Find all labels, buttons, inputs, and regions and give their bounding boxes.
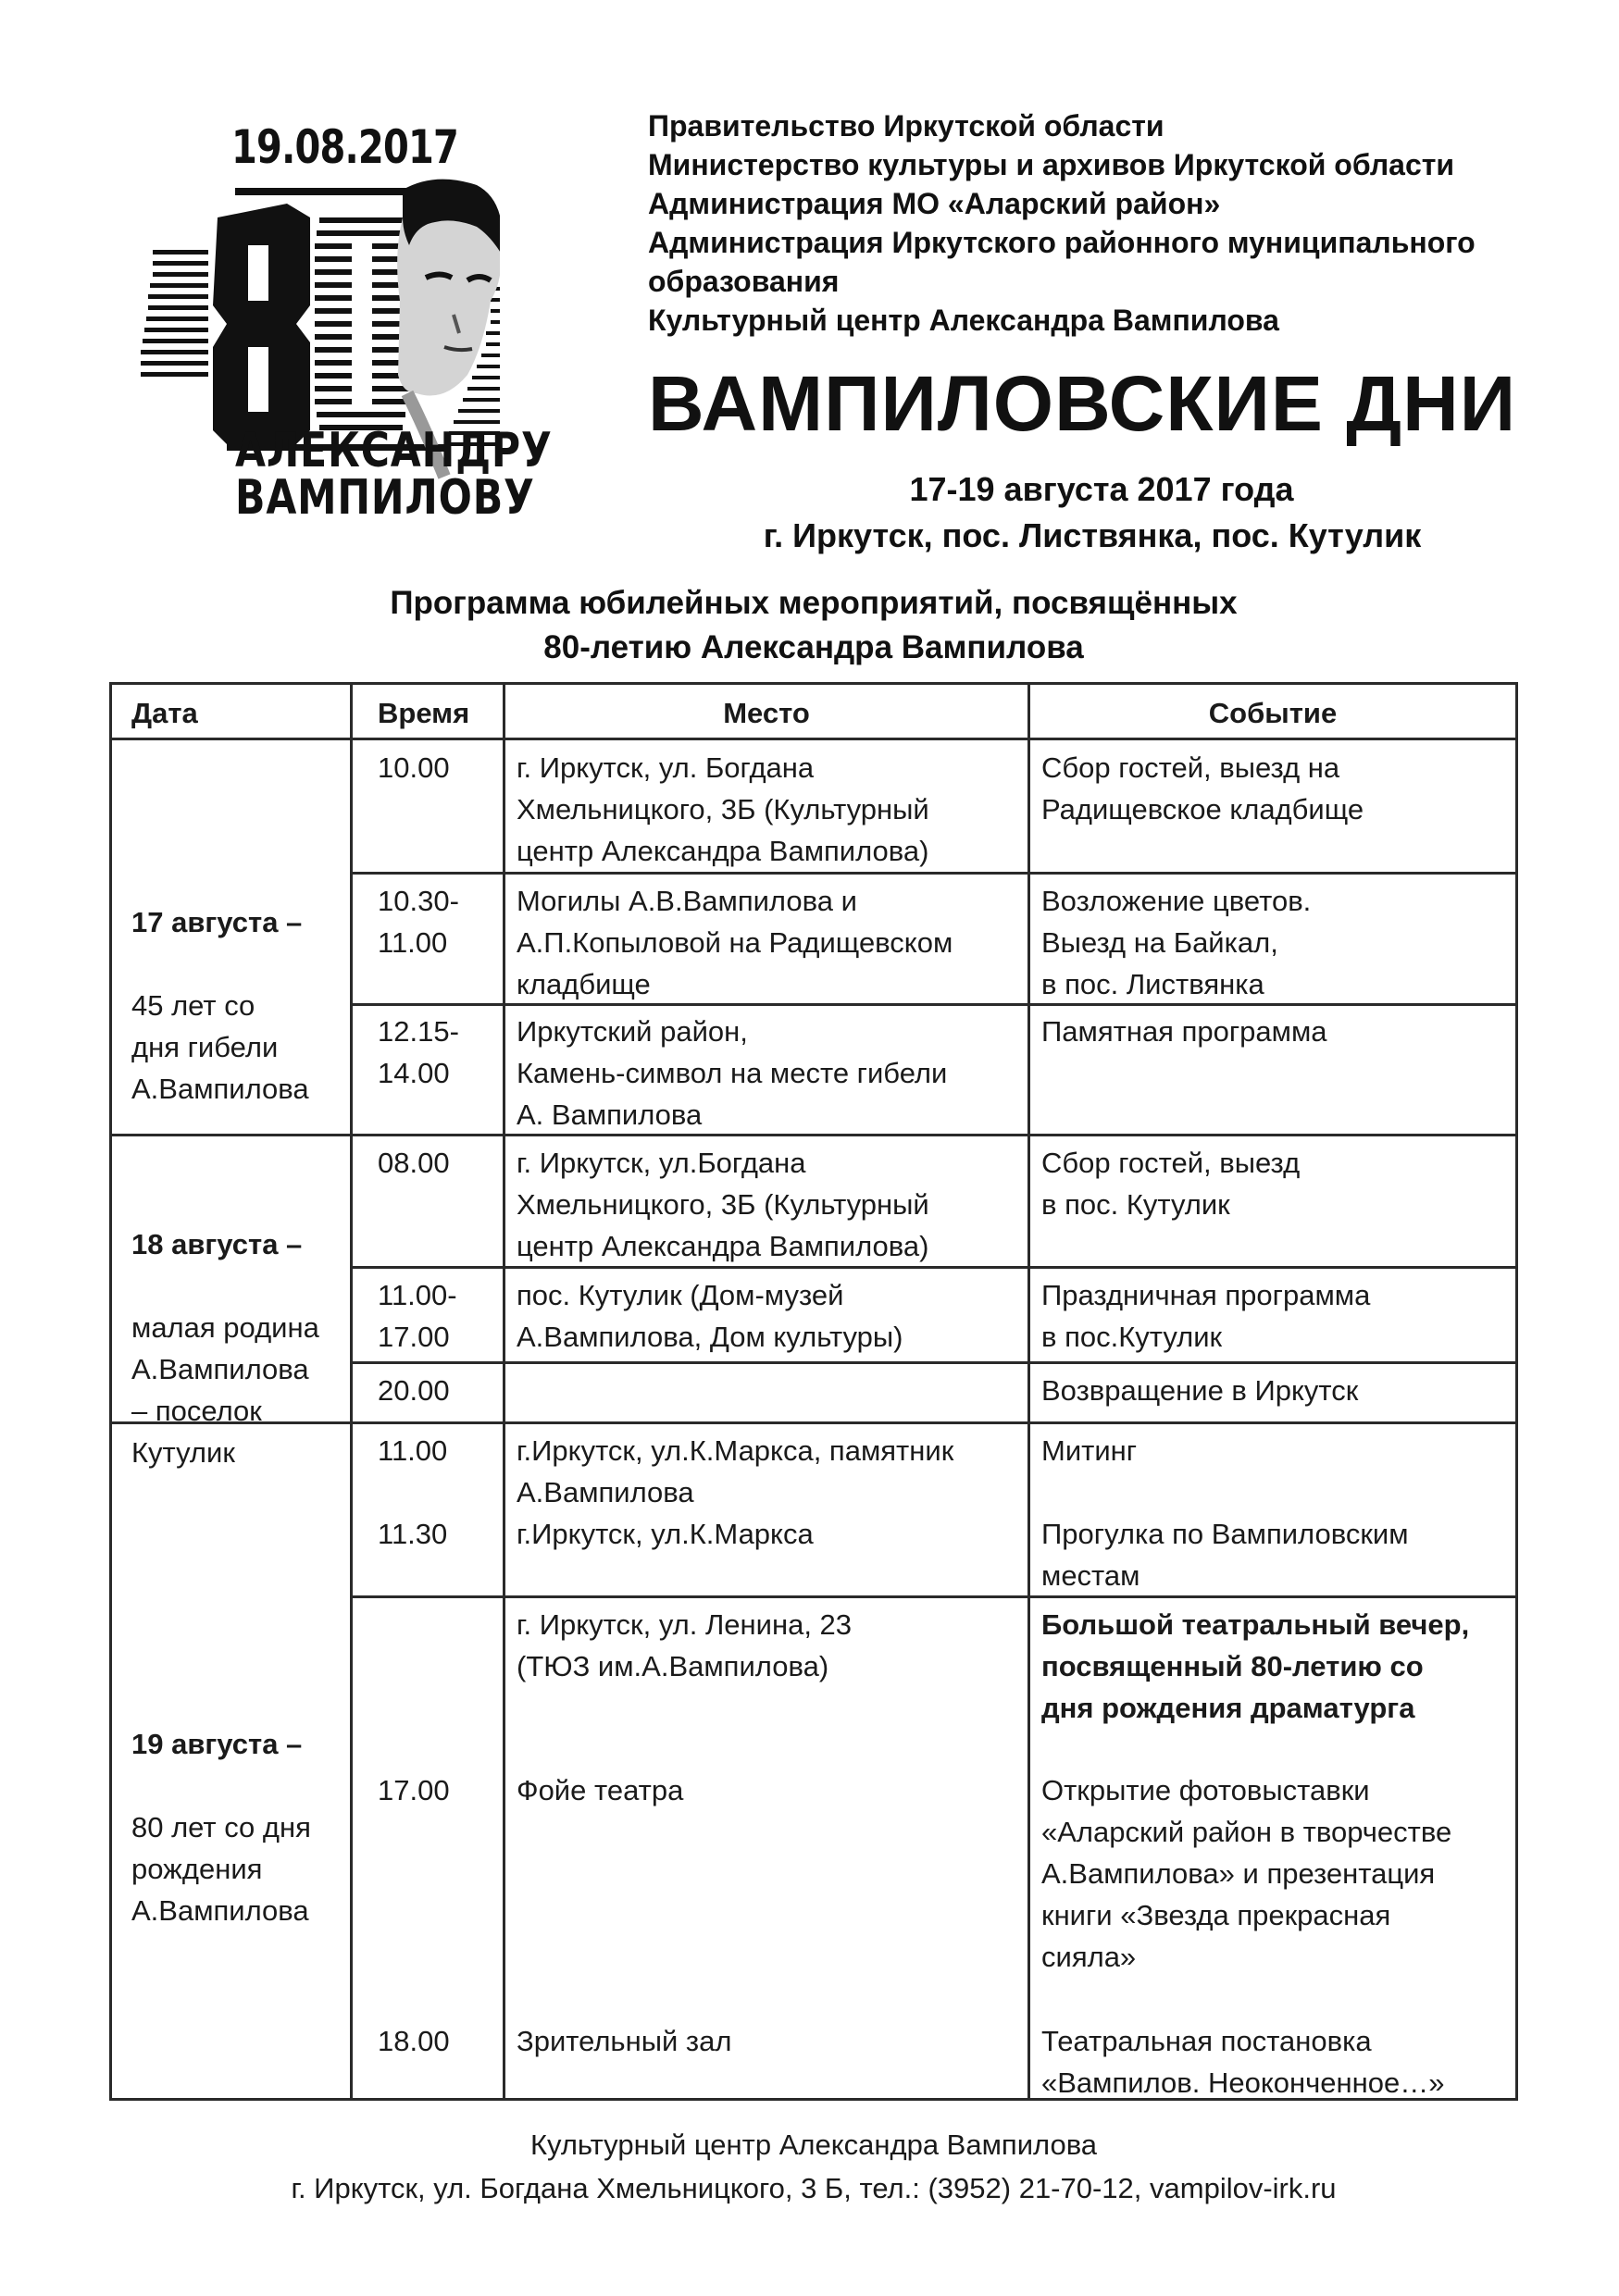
event-cell: Праздничная программа в пос.Кутулик bbox=[1041, 1279, 1371, 1353]
row-divider bbox=[350, 872, 1518, 875]
program-title-line1: Программа юбилейных мероприятий, посвящённых bbox=[390, 585, 1238, 621]
time-cell: 20.00 bbox=[378, 1374, 450, 1407]
event-cell: Сбор гостей, выезд в пос. Кутулик bbox=[1041, 1147, 1301, 1221]
date-description: 80 лет со дня рождения А.Вампилова bbox=[131, 1811, 311, 1927]
program-title-line2: 80-летию Александра Вампилова bbox=[543, 629, 1084, 665]
column-divider bbox=[503, 682, 505, 2101]
time-cell: 12.15- 14.00 bbox=[378, 1015, 459, 1089]
logo-zero bbox=[315, 217, 409, 430]
event-dates: 17-19 августа 2017 года bbox=[909, 470, 1294, 508]
time-cell: 08.00 bbox=[378, 1147, 450, 1179]
event-cell: Митинг Прогулка по Вампиловским местам bbox=[1041, 1434, 1409, 1592]
event-cell: Театральная постановка «Вампилов. Неоконченное…» bbox=[1041, 2025, 1445, 2099]
place-cell: Могилы А.В.Вампилова и А.П.Копыловой на Радищевском кладбище bbox=[517, 885, 953, 1000]
column-header-place: Место bbox=[723, 697, 810, 729]
time-cell: 11.00- 17.00 bbox=[378, 1279, 457, 1353]
column-divider bbox=[350, 682, 353, 2101]
event-cell: Сбор гостей, выезд на Радищевское кладбище bbox=[1041, 751, 1364, 825]
table-border-left bbox=[109, 682, 112, 2101]
logo-eight bbox=[213, 204, 310, 444]
place-cell: Фойе театра bbox=[517, 1774, 684, 1806]
date-cell bbox=[131, 1682, 348, 1931]
page-title: ВАМПИЛОВСКИЕ ДНИ bbox=[648, 360, 1517, 447]
column-header-time: Время bbox=[378, 697, 470, 729]
event-cell: Памятная программа bbox=[1041, 1015, 1327, 1048]
column-divider bbox=[1027, 682, 1030, 2101]
time-cell: 11.00 11.30 bbox=[378, 1434, 448, 1550]
organizer: Администрация МО «Аларский район» bbox=[648, 187, 1221, 220]
logo-name-line2: ВАМПИЛОВУ bbox=[235, 470, 535, 526]
column-header-event: Событие bbox=[1208, 697, 1338, 729]
place-cell: г. Иркутск, ул. Богдана Хмельницкого, 3Б (Культурный центр Александра Вампилова) bbox=[517, 751, 929, 867]
organizer: Министерство культуры и архивов Иркутской области bbox=[648, 148, 1455, 181]
date-label: 18 августа – bbox=[131, 1228, 303, 1260]
row-divider bbox=[350, 1361, 1518, 1364]
footer-organization: Культурный центр Александра Вампилова bbox=[529, 2128, 1098, 2161]
event-places: г. Иркутск, пос. Листвянка, пос. Кутулик bbox=[763, 516, 1422, 554]
program-table bbox=[109, 682, 1518, 2101]
organizer: образования bbox=[648, 265, 840, 298]
date-description: 45 лет со дня гибели А.Вампилова bbox=[131, 989, 309, 1105]
table-border-right bbox=[1515, 682, 1518, 2101]
date-cell bbox=[131, 860, 348, 1110]
row-divider bbox=[109, 738, 1518, 740]
place-cell: г. Иркутск, ул. Ленина, 23 (ТЮЗ им.А.Вампилова) bbox=[517, 1608, 853, 1682]
event-cell: Возложение цветов. Выезд на Байкал, в пос. Листвянка bbox=[1041, 885, 1312, 1000]
logo-date: 19.08.2017 bbox=[231, 120, 459, 174]
time-cell: 10.30- 11.00 bbox=[378, 885, 459, 959]
column-header-date: Дата bbox=[131, 697, 198, 729]
date-cell bbox=[131, 1182, 348, 1473]
organizers-list bbox=[648, 106, 1537, 340]
place-cell: Иркутский район, Камень-символ на месте гибели А. Вампилова bbox=[517, 1015, 948, 1131]
logo-stripes-left bbox=[141, 250, 208, 377]
organizer: Правительство Иркутской области bbox=[648, 109, 1164, 143]
jubilee-logo bbox=[139, 116, 553, 532]
logo-name-line1: АЛЕКСАНДРУ bbox=[235, 423, 553, 478]
date-label: 17 августа – bbox=[131, 906, 303, 938]
time-cell: 18.00 bbox=[378, 2025, 450, 2057]
table-border-top bbox=[109, 682, 1518, 685]
place-cell: Зрительный зал bbox=[517, 2025, 732, 2057]
event-cell: Возвращение в Иркутск bbox=[1041, 1374, 1359, 1407]
date-description: малая родина А.Вампилова – поселок Кутулик bbox=[131, 1311, 319, 1469]
time-cell: 17.00 bbox=[378, 1774, 450, 1806]
time-cell: 10.00 bbox=[378, 751, 450, 784]
place-cell: пос. Кутулик (Дом-музей А.Вампилова, Дом культуры) bbox=[517, 1279, 903, 1353]
date-label: 19 августа – bbox=[131, 1728, 303, 1760]
organizer: Культурный центр Александра Вампилова bbox=[648, 304, 1279, 337]
organizer: Администрация Иркутского районного муниципального bbox=[648, 226, 1476, 259]
event-cell-highlight: Большой театральный вечер, посвященный 80-летию со дня рождения драматурга bbox=[1041, 1608, 1470, 1724]
place-cell: г.Иркутск, ул.К.Маркса, памятник А.Вампилова г.Иркутск, ул.К.Маркса bbox=[517, 1434, 954, 1550]
event-cell: Открытие фотовыставки «Аларский район в творчестве А.Вампилова» и презентация книги «Звезда прекрасная сияла» bbox=[1041, 1774, 1452, 1973]
place-cell: г. Иркутск, ул.Богдана Хмельницкого, 3Б (Культурный центр Александра Вампилова) bbox=[517, 1147, 929, 1262]
footer-contacts: г. Иркутск, ул. Богдана Хмельницкого, 3 Б, тел.: (3952) 21-70-12, vampilov-irk.ru bbox=[291, 2172, 1337, 2204]
